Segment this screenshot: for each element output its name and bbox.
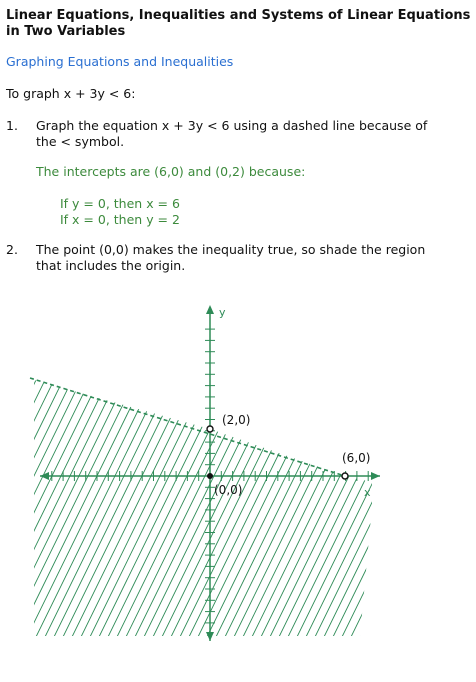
y-axis-arrow-down bbox=[206, 632, 214, 641]
hatch-line bbox=[457, 376, 476, 641]
inequality-graph bbox=[0, 296, 476, 682]
hatch-line bbox=[0, 376, 11, 641]
intro-text: To graph x + 3y < 6: bbox=[6, 86, 136, 101]
point-label-0-2: (2,0) bbox=[222, 413, 251, 427]
hatch-line bbox=[349, 376, 476, 641]
hatch-line bbox=[466, 376, 476, 641]
hatch-line bbox=[421, 376, 476, 641]
hatch-line bbox=[385, 376, 476, 641]
hatch-line bbox=[367, 376, 476, 641]
point-label-6-0: (6,0) bbox=[342, 451, 371, 465]
y-axis-label: y bbox=[219, 306, 226, 319]
hatch-line bbox=[0, 376, 65, 641]
hatch-line bbox=[448, 376, 476, 641]
hatch-line bbox=[376, 376, 476, 641]
hatch-line bbox=[0, 376, 20, 641]
step-2-text: The point (0,0) makes the inequality true, so shade the region that includes the origin. bbox=[36, 242, 426, 273]
point-label-origin: (0,0) bbox=[214, 483, 243, 497]
hatch-line bbox=[403, 376, 476, 641]
hatch-line bbox=[0, 376, 38, 641]
derivation-line-2: If x = 0, then y = 2 bbox=[60, 212, 180, 227]
hatch-line bbox=[0, 376, 101, 641]
step-1-explanation: The intercepts are (6,0) and (0,2) because: bbox=[36, 164, 306, 179]
page-title: Linear Equations, Inequalities and Systems of Linear Equations in Two Variables bbox=[6, 8, 471, 39]
point-marker-6-0 bbox=[342, 473, 348, 479]
derivation-line-1: If y = 0, then x = 6 bbox=[60, 196, 180, 211]
x-axis-arrow-right bbox=[371, 472, 380, 480]
hatch-line bbox=[394, 376, 476, 641]
y-axis-arrow-up bbox=[206, 305, 214, 314]
section-subtitle: Graphing Equations and Inequalities bbox=[6, 54, 234, 69]
step-2-number: 2. bbox=[6, 242, 18, 257]
hatch-line bbox=[412, 376, 476, 641]
hatch-line bbox=[0, 376, 47, 641]
point-marker-0-2 bbox=[207, 426, 213, 432]
hatch-line bbox=[0, 376, 83, 641]
step-1-text: Graph the equation x + 3y < 6 using a dashed line because of the < symbol. bbox=[36, 118, 428, 149]
x-axis-label: x bbox=[364, 486, 371, 499]
hatch-line bbox=[0, 376, 2, 641]
hatch-line bbox=[0, 376, 119, 641]
hatch-line bbox=[430, 376, 476, 641]
hatch-line bbox=[439, 376, 476, 641]
step-1-number: 1. bbox=[6, 118, 18, 133]
hatch-line bbox=[0, 376, 29, 641]
hatch-line bbox=[358, 376, 476, 641]
hatch-line bbox=[0, 376, 56, 641]
point-marker-origin bbox=[207, 473, 213, 479]
